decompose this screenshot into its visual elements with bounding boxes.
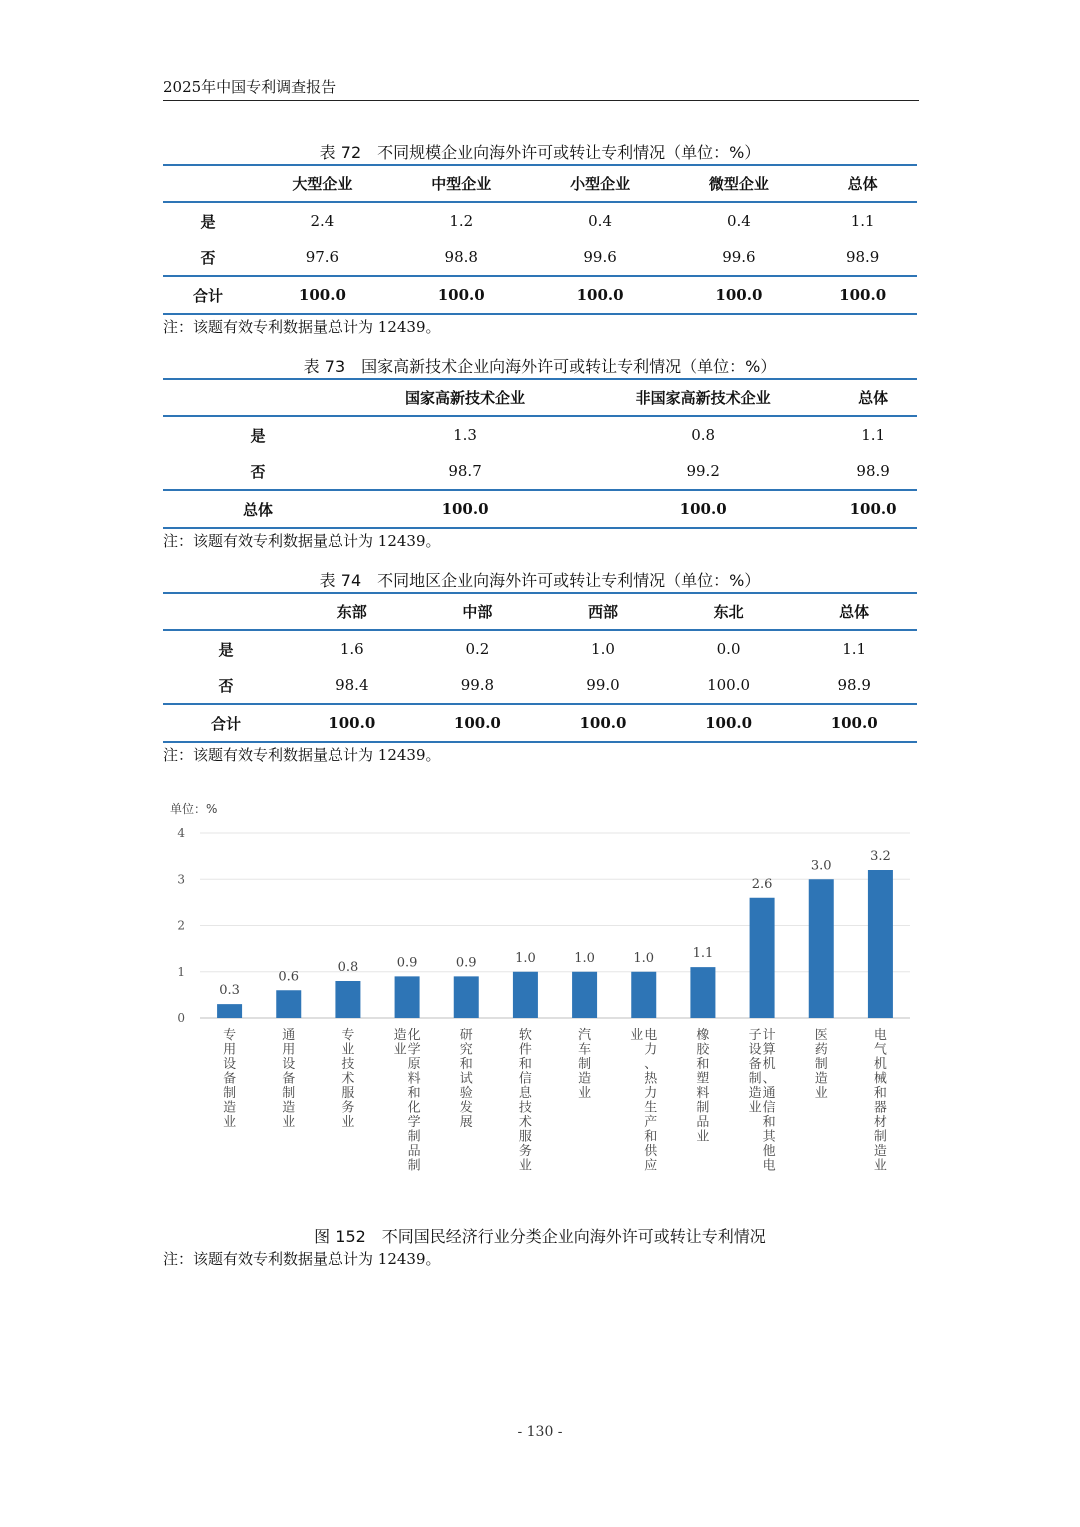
table72-note: 注：该题有效专利数据量总计为 12439。 [163, 318, 441, 336]
table72-header-micro: 微型企业 [669, 165, 808, 202]
table-cell: 1.3 [453, 426, 477, 444]
table73-header-overall: 总体 [829, 379, 917, 416]
figure-note: 注：该题有效专利数据量总计为 12439。 [163, 1250, 441, 1268]
y-tick-label: 2 [177, 918, 185, 933]
table74-header-blank [163, 593, 289, 630]
table-cell: 98.9 [845, 248, 880, 266]
table-cell: 99.6 [722, 248, 756, 266]
table74-header-overall: 总体 [791, 593, 917, 630]
table-cell: 98.9 [837, 676, 871, 694]
table-row [163, 453, 917, 490]
x-tick-label: 软件和信息技术服务业 [518, 1028, 532, 1174]
x-tick-label: 化学原料和化学制品制造业 [393, 1028, 421, 1174]
table-cell: 0.4 [588, 212, 612, 230]
table-cell: 1.1 [861, 426, 886, 444]
table72-header-blank [163, 165, 253, 202]
table74-header-east: 东部 [289, 593, 415, 630]
row-label: 总体 [163, 490, 353, 528]
table-cell: 100.0 [707, 676, 751, 694]
table-cell: 1.1 [842, 640, 867, 658]
table73-caption: 表 73 国家高新技术企业向海外许可或转让专利情况（单位：%） [303, 357, 777, 376]
bar [868, 870, 893, 1018]
bar [454, 976, 479, 1018]
header-rule [163, 100, 919, 101]
row-label: 合计 [163, 704, 289, 742]
table74-header-west: 西部 [540, 593, 666, 630]
table-row [163, 239, 917, 276]
data-label: 0.6 [278, 969, 300, 985]
table73 [163, 378, 917, 529]
table-row [163, 416, 917, 453]
data-label: 0.3 [219, 983, 240, 999]
chart-unit-label: 单位：% [170, 802, 218, 816]
table72-caption: 表 72 不同规模企业向海外许可或转让专利情况（单位：%） [319, 143, 761, 162]
table-total-row [163, 276, 917, 314]
bar [276, 990, 301, 1018]
bar [572, 972, 597, 1018]
x-tick-label: 橡胶和塑料制品业 [696, 1028, 710, 1145]
bar [750, 898, 775, 1018]
table-total-row [163, 490, 917, 528]
table-cell: 1.1 [850, 212, 875, 230]
table-cell: 98.7 [448, 462, 482, 480]
x-tick-label: 专业技术服务业 [341, 1028, 355, 1130]
bar [631, 972, 656, 1018]
table-total-row [163, 704, 917, 742]
table-cell: 100.0 [577, 490, 829, 528]
bar [395, 976, 420, 1018]
bar-chart [160, 795, 920, 1215]
x-tick-label: 医药制造业 [814, 1028, 828, 1101]
table74-header-northeast: 东北 [666, 593, 792, 630]
table74 [163, 592, 917, 743]
page-header: 2025年中国专利调查报告 [163, 78, 337, 96]
table-cell: 0.0 [716, 640, 741, 658]
data-label: 1.0 [515, 950, 536, 966]
table-cell: 98.8 [444, 248, 478, 266]
table-cell: 100.0 [353, 490, 577, 528]
table72-header-overall: 总体 [808, 165, 917, 202]
bar [809, 879, 834, 1018]
table-row [163, 630, 917, 667]
table-cell: 0.4 [726, 212, 751, 230]
table72-header-medium: 中型企业 [392, 165, 531, 202]
data-label: 1.0 [574, 950, 595, 966]
data-label: 0.8 [337, 960, 359, 975]
table72 [163, 164, 917, 315]
table-cell: 1.2 [449, 212, 474, 230]
table-cell: 99.6 [583, 248, 617, 266]
table-cell: 2.4 [310, 212, 335, 230]
row-label: 否 [200, 248, 216, 267]
table-row [163, 202, 917, 239]
row-label: 是 [218, 640, 234, 659]
y-tick-label: 0 [177, 1011, 185, 1025]
table-cell: 100.0 [540, 704, 666, 742]
data-label: 0.9 [396, 955, 418, 971]
table72-header-small: 小型企业 [531, 165, 670, 202]
y-tick-label: 4 [177, 826, 185, 840]
table-cell: 99.2 [686, 462, 720, 480]
data-label: 2.6 [751, 876, 773, 892]
row-label: 否 [218, 676, 234, 695]
table-cell: 0.2 [465, 640, 490, 658]
row-label: 是 [200, 212, 216, 231]
row-label: 是 [250, 426, 266, 445]
bar [335, 981, 360, 1018]
table-cell: 100.0 [531, 276, 670, 314]
table-cell: 100.0 [289, 704, 415, 742]
table-cell: 1.6 [339, 640, 364, 658]
figure-caption: 图 152 不同国民经济行业分类企业向海外许可或转让专利情况 [314, 1227, 766, 1246]
x-tick-label: 通用设备制造业 [282, 1028, 296, 1130]
table-cell: 100.0 [253, 276, 392, 314]
table73-note: 注：该题有效专利数据量总计为 12439。 [163, 532, 441, 550]
bar [690, 967, 715, 1018]
row-label: 否 [250, 462, 266, 481]
table-cell: 98.4 [335, 676, 369, 694]
table-cell: 100.0 [808, 276, 917, 314]
table-cell: 99.0 [586, 676, 620, 694]
table72-header-large: 大型企业 [253, 165, 392, 202]
table-cell: 100.0 [666, 704, 792, 742]
data-label: 0.9 [455, 955, 477, 971]
x-tick-label: 汽车制造业 [578, 1028, 592, 1101]
table-cell: 98.9 [856, 462, 890, 480]
data-label: 3.0 [810, 858, 832, 874]
bar [513, 972, 538, 1018]
table-cell: 99.8 [460, 676, 495, 694]
table-row [163, 667, 917, 704]
page-number: - 130 - [517, 1424, 563, 1440]
data-label: 1.0 [633, 950, 655, 966]
table-cell: 100.0 [392, 276, 531, 314]
data-label: 3.2 [870, 849, 891, 864]
x-tick-label: 计算机、通信和其他电子设备制造业 [748, 1028, 776, 1174]
table74-header-central: 中部 [415, 593, 541, 630]
x-tick-label: 专用设备制造业 [223, 1028, 237, 1130]
bar [217, 1004, 242, 1018]
table-cell: 0.8 [691, 426, 716, 444]
table-cell: 100.0 [791, 704, 917, 742]
data-label: 1.1 [692, 946, 714, 962]
table73-header-blank [163, 379, 353, 416]
row-label: 合计 [163, 276, 253, 314]
y-tick-label: 1 [177, 964, 185, 979]
table-cell: 97.6 [305, 248, 340, 266]
table73-header-hightech: 国家高新技术企业 [353, 379, 577, 416]
x-tick-label: 电力、热力生产和供应业 [630, 1028, 658, 1174]
table-cell: 1.0 [591, 640, 615, 658]
table-cell: 100.0 [669, 276, 808, 314]
x-tick-label: 电气机械和器材制造业 [873, 1028, 887, 1174]
table74-caption: 表 74 不同地区企业向海外许可或转让专利情况（单位：%） [319, 571, 761, 590]
table-cell: 100.0 [415, 704, 541, 742]
table73-header-non-hightech: 非国家高新技术企业 [577, 379, 829, 416]
table74-note: 注：该题有效专利数据量总计为 12439。 [163, 746, 441, 764]
y-tick-label: 3 [177, 872, 185, 887]
x-tick-label: 研究和试验发展 [459, 1028, 473, 1130]
table-cell: 100.0 [829, 490, 917, 528]
